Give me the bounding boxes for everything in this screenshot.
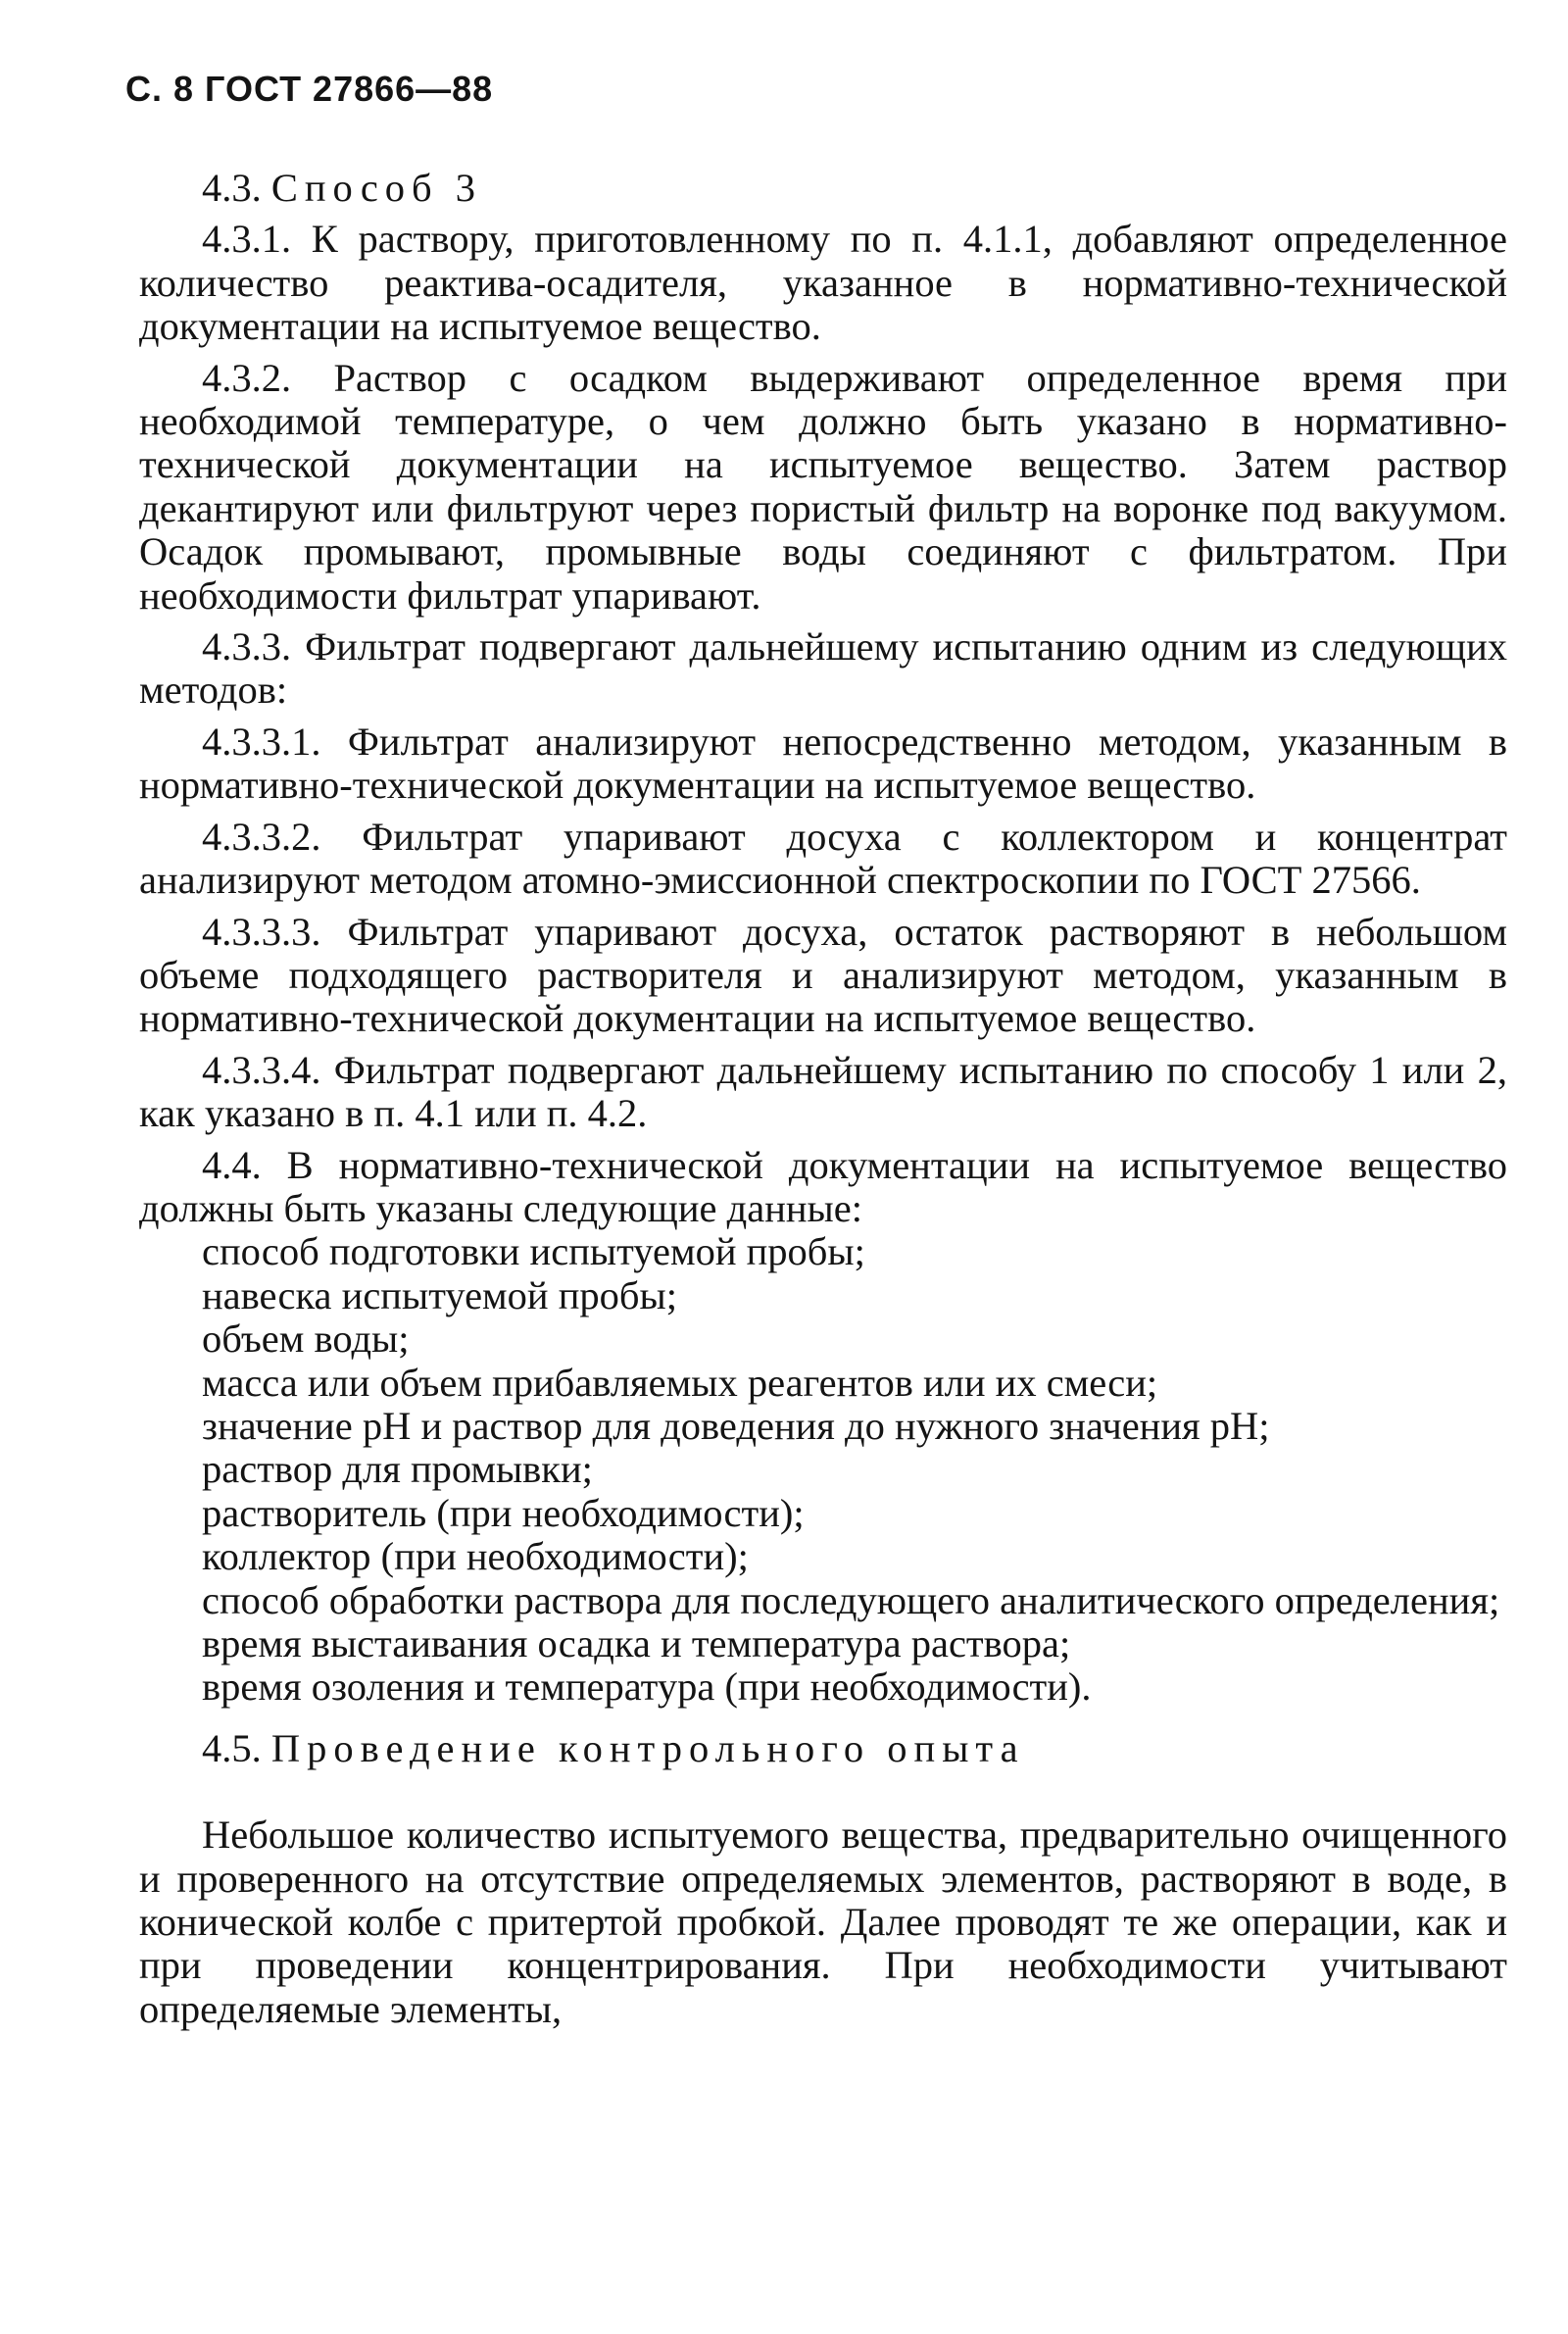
- section-number: 4.3.: [202, 166, 262, 210]
- list-item: значение рН и раствор для доведения до нужного значения рН;: [202, 1403, 1270, 1448]
- paragraph-4-3-3-2: 4.3.3.2. Фильтрат упаривают досуха с коллектором и концентрат анализируют методом атомно-эмиссионной спектроскопии по ГОСТ 27566.: [139, 814, 1507, 903]
- document-body: [139, 167, 1507, 2031]
- paragraph-4-3-3-3: 4.3.3.3. Фильтрат упаривают досуха, остаток растворяют в небольшом объеме подходящего растворителя и анализируют методом, указанным в нормативно-технической документации на испытуемое вещество.: [139, 909, 1507, 1041]
- required-data-list: [139, 1230, 1507, 1709]
- section-title: Проведение контрольного опыта: [270, 1725, 1025, 1770]
- section-heading-4-3: [139, 167, 1507, 210]
- section-heading-4-5: [139, 1727, 1507, 1770]
- list-item: способ обработки раствора для последующего аналитического определения;: [202, 1577, 1500, 1622]
- list-item: растворитель (при необходимости);: [202, 1490, 805, 1535]
- list-item: время выстаивания осадка и температура раствора;: [202, 1621, 1071, 1665]
- section-number: 4.5.: [202, 1725, 262, 1770]
- list-item: коллектор (при необходимости);: [202, 1534, 749, 1579]
- paragraph-4-3-3: 4.3.3. Фильтрат подвергают дальнейшему испытанию одним из следующих методов:: [139, 624, 1507, 713]
- list-item: масса или объем прибавляемых реагентов или их смеси;: [202, 1360, 1158, 1405]
- paragraph-4-3-1: 4.3.1. К раствору, приготовленному по п. 4.1.1, добавляют определенное количество реактива-осадителя, указанное в нормативно-технической документации на испытуемое вещество.: [139, 217, 1507, 349]
- paragraph-4-3-3-1: 4.3.3.1. Фильтрат анализируют непосредственно методом, указанным в нормативно-технической документации на испытуемое вещество.: [139, 719, 1507, 808]
- paragraph-4-3-2: 4.3.2. Раствор с осадком выдерживают определенное время при необходимой температуре, о чем должно быть указано в нормативно-технической документации на испытуемое вещество. Затем раствор декантируют или фильтруют через пористый фильтр на воронке под вакуумом. Осадок промывают, промывные воды соединяют с фильтратом. При необходимости фильтрат упаривают.: [139, 355, 1507, 618]
- paragraph-4-5: Небольшое количество испытуемого вещества, предварительно очищенного и проверенного на отсутствие определяемых элементов, растворяют в воде, в конической колбе с притертой пробкой. Далее проводят те же операции, как и при проведении концентрирования. При необходимости учитывают определяемые элементы,: [139, 1813, 1507, 2031]
- list-item: объем воды;: [202, 1316, 410, 1362]
- section-title: Способ 3: [270, 166, 483, 210]
- page-header: С. 8 ГОСТ 27866—88: [125, 69, 494, 109]
- list-item: время озоления и температура (при необходимости).: [202, 1664, 1092, 1710]
- list-item: раствор для промывки;: [202, 1447, 593, 1492]
- list-item: навеска испытуемой пробы;: [202, 1272, 677, 1317]
- paragraph-4-4: 4.4. В нормативно-технической документации на испытуемое вещество должны быть указаны следующие данные:: [139, 1142, 1507, 1230]
- paragraph-4-3-3-4: 4.3.3.4. Фильтрат подвергают дальнейшему испытанию по способу 1 или 2, как указано в п. 4.1 или п. 4.2.: [139, 1047, 1507, 1136]
- list-item: способ подготовки испытуемой пробы;: [202, 1229, 865, 1274]
